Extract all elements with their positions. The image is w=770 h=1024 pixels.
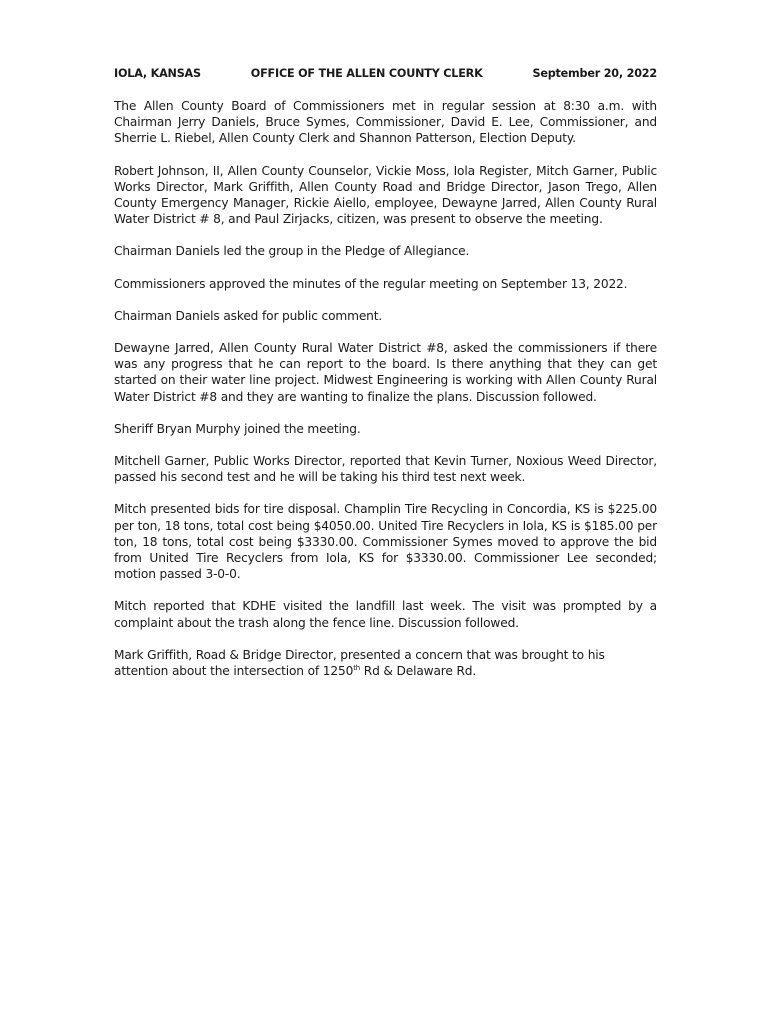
paragraph-kdhe: Mitch reported that KDHE visited the landfill last week. The visit was prompted by a complaint about the trash along the fence line. Discussion followed. — [114, 599, 657, 630]
paragraph-tire-bids: Mitch presented bids for tire disposal. Champlin Tire Recycling in Concordia, KS is $225.00 per ton, 18 tons, total cost being $4050.00. United Tire Recyclers in Iola, KS is $185.00 per ton, 18 tons, total cost being $3330.00. Commissioner Symes moved to approve the bid from United Tire Recyclers from Iola, KS for $3330.00. Commissioner Lee seconded; motion passed 3-0-0. — [114, 502, 657, 582]
paragraph-pledge: Chairman Daniels led the group in the Pledge of Allegiance. — [114, 244, 470, 259]
paragraph-minutes: Commissioners approved the minutes of the regular meeting on September 13, 2022. — [114, 276, 628, 291]
intersection-text-after: Rd & Delaware Rd. — [360, 664, 477, 679]
intersection-superscript: th — [353, 664, 361, 673]
document-page — [114, 66, 657, 695]
header-office: OFFICE OF THE ALLEN COUNTY CLERK — [250, 67, 483, 80]
header-date: September 20, 2022 — [532, 67, 657, 80]
paragraph-noxious-weed: Mitchell Garner, Public Works Director, reported that Kevin Turner, Noxious Weed Director, passed his second test and he will be taking his third test next week. — [114, 454, 657, 485]
document-header — [114, 66, 657, 82]
paragraph-sheriff: Sheriff Bryan Murphy joined the meeting. — [114, 421, 361, 436]
header-location: IOLA, KANSAS — [114, 67, 201, 80]
paragraph-water-district: Dewayne Jarred, Allen County Rural Water District #8, asked the commissioners if there was any progress that he can report to the board. Is there anything that they can get started on their water line project. Midwest Engineering is working with Allen County Rural Water District #8 and they are wanting to finalize the plans. Discussion followed. — [114, 341, 657, 404]
paragraph-attendance: The Allen County Board of Commissioners met in regular session at 8:30 a.m. with Chairman Jerry Daniels, Bruce Symes, Commissioner, David E. Lee, Commissioner, and Sherrie L. Riebel, Allen County Clerk and Shannon Patterson, Election Deputy. — [114, 99, 657, 146]
paragraph-observers: Robert Johnson, II, Allen County Counselor, Vickie Moss, Iola Register, Mitch Garner, Public Works Director, Mark Griffith, Allen County Road and Bridge Director, Jason Trego, Allen County Emergency Manager, Rickie Aiello, employee, Dewayne Jarred, Allen County Rural Water District # 8, and Paul Zirjacks, citizen, was present to observe the meeting. — [114, 163, 657, 227]
paragraph-public-comment: Chairman Daniels asked for public comment. — [114, 308, 383, 323]
intersection-text-before: Mark Griffith, Road & Bridge Director, presented a concern that was brought to his attention about the intersection of 1250 — [114, 647, 605, 679]
paragraph-intersection — [114, 647, 657, 679]
